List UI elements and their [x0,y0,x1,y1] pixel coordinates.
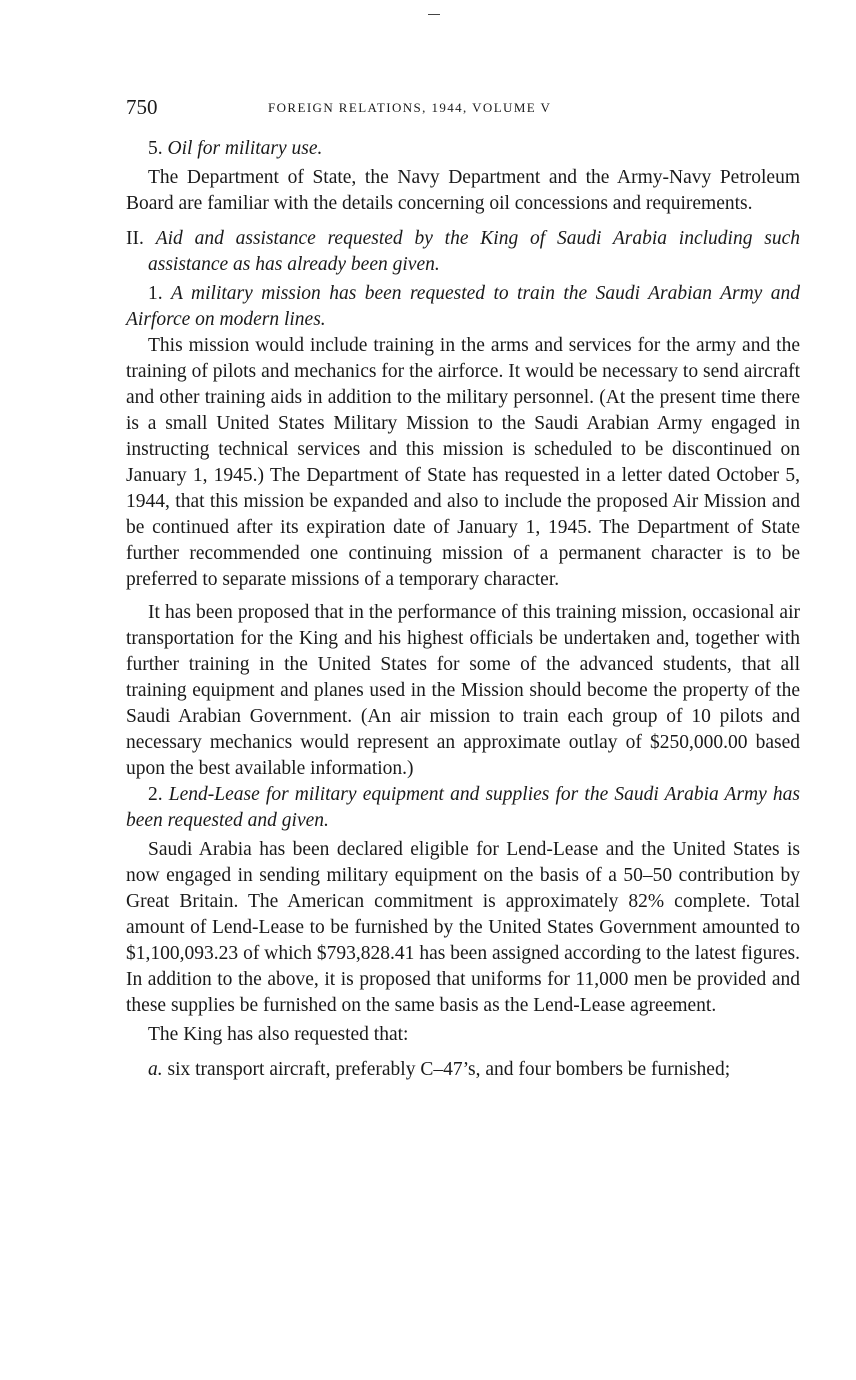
subsection-heading-mission [126,281,800,333]
section-heading-aid [126,226,800,278]
page-number: 750 [126,95,158,119]
page-header [126,94,800,122]
section-number: II. [126,228,144,249]
top-edge-mark [428,14,440,15]
list-item-a [126,1057,800,1083]
subsection-heading-lend-lease [126,782,800,834]
subsection-number: 1. [148,283,163,304]
paragraph-air-transport: It has been proposed that in the performance of this training mission, occasional air transportation for the King and his highest officials be undertaken and, together with further training in the United States for some of the advanced students, that all training equipment and planes used in the Mission should become the property of the Saudi Arabian Government. (An air mission to train each group of 10 pilots and necessary mechanics would represent an approximate outlay of $250,000.00 based upon the best available information.) [126,602,800,779]
section-title: Oil for military use. [167,138,323,159]
document-page [126,94,800,1083]
section-heading-oil [126,136,800,162]
subsection-title: A military mission has been requested to train the Saudi Arabian Army and Airforce on modern lines. [126,283,800,330]
section-title: Aid and assistance requested by the King of Saudi Arabia including such assistance as has already been given. [148,228,800,275]
paragraph-king-requests: The King has also requested that: [148,1024,409,1045]
subsection-title: Lend-Lease for military equipment and supplies for the Saudi Arabia Army has been requested and given. [126,784,801,831]
subsection-number: 2. [148,784,163,805]
running-title: FOREIGN RELATIONS, 1944, VOLUME V [268,100,552,115]
list-item-text: six transport aircraft, preferably C–47’s, and four bombers be furnished; [167,1059,731,1080]
paragraph-petroleum: The Department of State, the Navy Department and the Army-Navy Petroleum Board are familiar with the details concerning oil concessions and requirements. [126,167,800,214]
paragraph-lend-lease: Saudi Arabia has been declared eligible for Lend-Lease and the United States is now engaged in sending military equipment on the basis of a 50–50 contribution by Great Britain. The American commitment is approximately 82% complete. Total amount of Lend-Lease to be furnished by the United States Government amounted to $1,100,093.23 of which $793,828.41 has been assigned according to the latest figures. In addition to the above, it is proposed that uniforms for 11,000 men be provided and these supplies be furnished on the same basis as the Lend-Lease agreement. [126,839,800,1016]
paragraph-mission-details: This mission would include training in the arms and services for the army and the training of pilots and mechanics for the airforce. It would be necessary to send aircraft and other training aids in addition to the military personnel. (At the present time there is a small United States Military Mission to the Saudi Arabian Army engaged in instructing technical services and this mission is scheduled to be discontinued on January 1, 1945.) The Department of State has requested in a letter dated October 5, 1944, that this mission be expanded and also to include the proposed Air Mission and be continued after its expiration date of January 1, 1945. The Department of State further recommended one continuing mission of a permanent character is to be preferred to separate missions of a temporary character. [126,335,800,590]
section-number: 5. [148,138,163,159]
list-item-letter: a. [148,1059,163,1080]
